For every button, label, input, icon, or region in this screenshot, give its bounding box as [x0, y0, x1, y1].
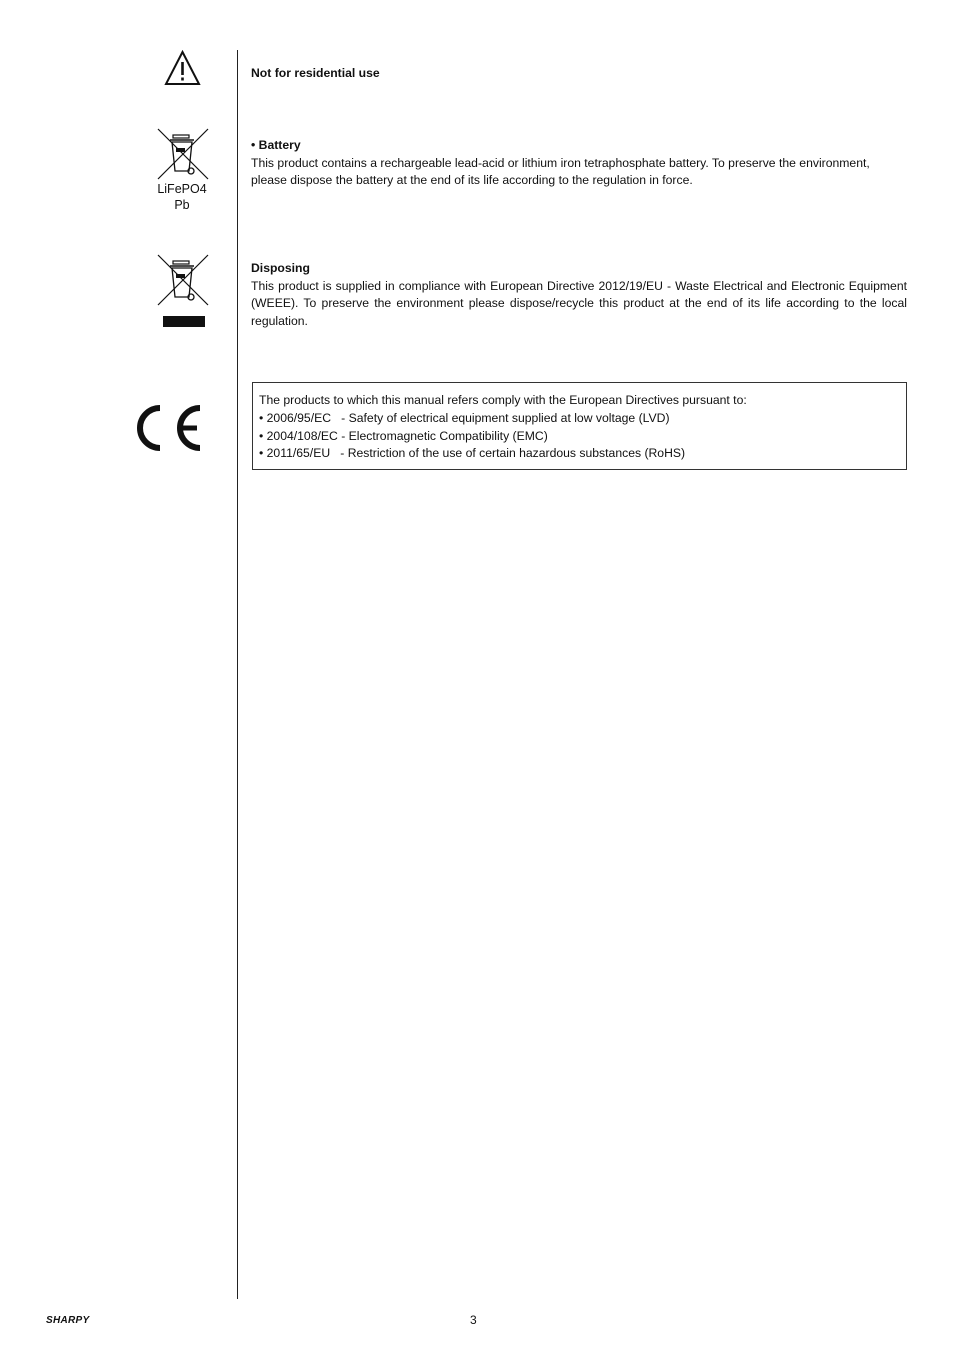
ce-directive-item: • 2004/108/EC - Electromagnetic Compatibility (EMC): [259, 428, 548, 443]
battery-chemistry-label: [146, 181, 218, 213]
weee-bin-icon: [156, 253, 210, 329]
battery-section: [251, 137, 907, 190]
battery-text: This product contains a rechargeable lead-acid or lithium iron tetraphosphate battery. To preserve the environment, please dispose the battery at the end of its life according to the regulation in force.: [251, 155, 870, 188]
section-title-disposing: Disposing: [251, 261, 310, 275]
ce-directive-item: • 2006/95/EC - Safety of electrical equipment supplied at low voltage (LVD): [259, 410, 670, 425]
section-title-battery: • Battery: [251, 138, 301, 152]
warning-triangle-icon: [164, 50, 201, 86]
margin-divider: [237, 50, 238, 1299]
crossed-out-bin-icon: [156, 127, 210, 181]
ce-mark-icon: [134, 402, 204, 454]
section-title-residential: Not for residential use: [251, 66, 380, 80]
disposing-text: This product is supplied in compliance with European Directive 2012/19/EU - Waste Electrical and Electronic Equipment (WEEE). To preserve the environment please dispose/recycle this product at the end of its life according to the local regulation.: [251, 278, 907, 328]
brand-logo: SHARPY: [46, 1315, 90, 1326]
disposing-section: [251, 260, 907, 330]
ce-directive-item: • 2011/65/EU - Restriction of the use of certain hazardous substances (RoHS): [259, 446, 686, 461]
page-number: 3: [470, 1313, 477, 1327]
ce-intro: The products to which this manual refers comply with the European Directives pursuant to:: [259, 393, 747, 407]
ce-compliance-box: [252, 382, 907, 470]
battery-label-lifepo4: LiFePO4: [157, 182, 207, 196]
battery-label-pb: Pb: [174, 198, 190, 212]
